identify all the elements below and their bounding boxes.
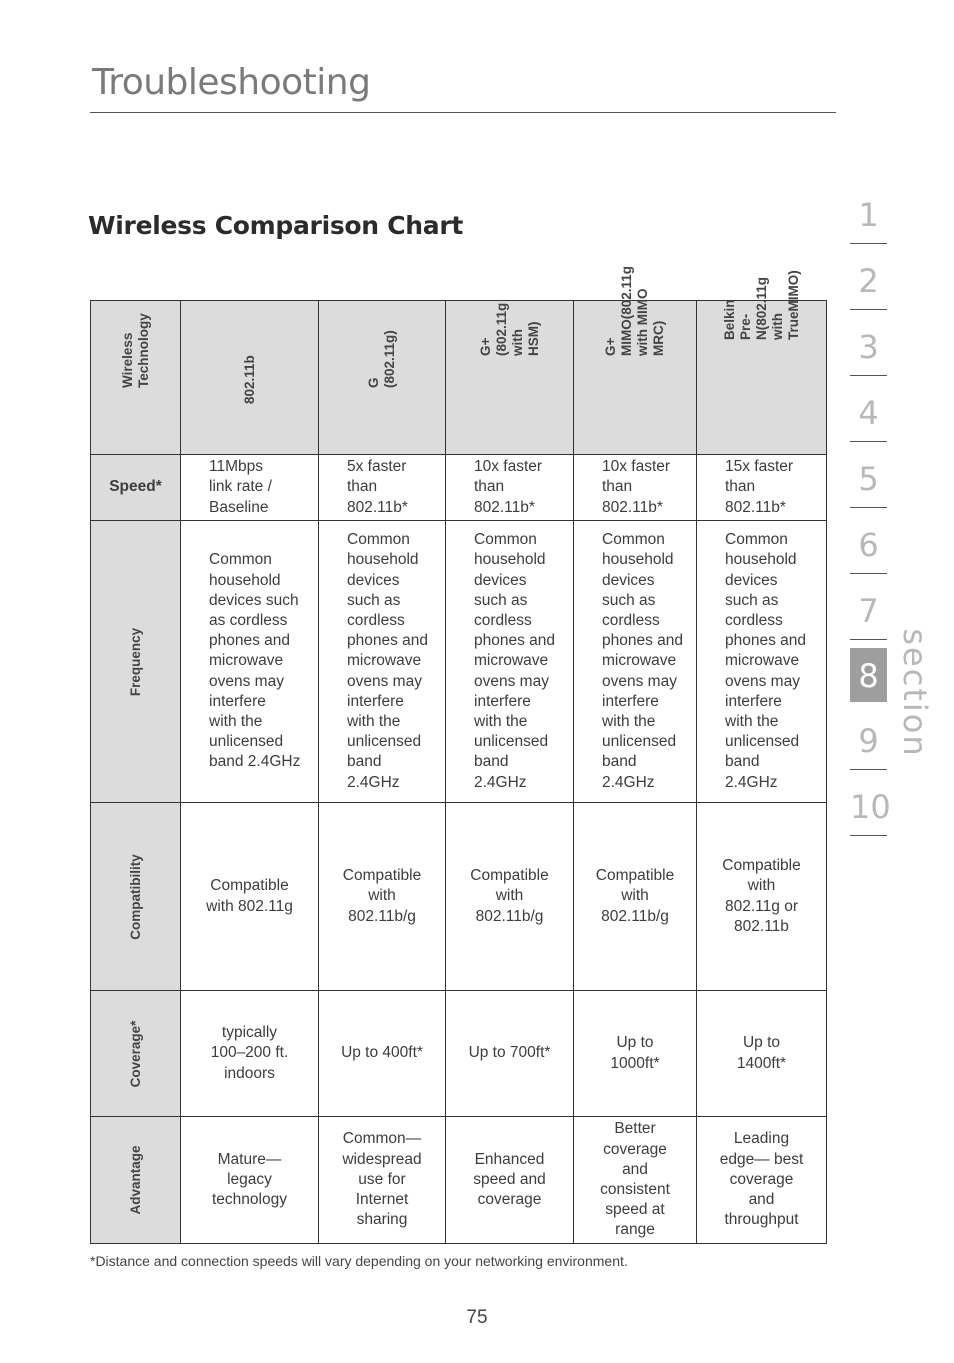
- section-label: [895, 628, 935, 758]
- table-cell: Up to 1400ft*: [697, 991, 827, 1117]
- section-nav-item-9[interactable]: [850, 706, 887, 770]
- chart-heading: Wireless Comparison Chart: [88, 211, 464, 240]
- section-nav: [850, 180, 891, 838]
- table-row: [91, 521, 827, 803]
- column-header-text: 802.11b: [241, 355, 257, 404]
- table-cell: Compatible with 802.11g: [181, 803, 319, 991]
- row-header: [91, 1117, 181, 1244]
- table-cell: 11Mbps link rate / Baseline: [181, 455, 319, 521]
- table-cell: Compatible with 802.11g or 802.11b: [697, 803, 827, 991]
- table-cell: Common household devices such as cordless phones and microwave ovens may interfere with the unlicensed band 2.4GHz: [181, 521, 319, 803]
- column-header-text: G+ MIMO(802.11g with MIMO MRC): [603, 265, 666, 356]
- comparison-table: [90, 265, 827, 1244]
- column-header-text: G+ (802.11g with HSM): [477, 302, 541, 356]
- table-row: [91, 991, 827, 1117]
- table-cell: 10x faster than 802.11b*: [446, 455, 574, 521]
- table-cell: Up to 700ft*: [446, 991, 574, 1117]
- page-header-title: Troubleshooting: [92, 62, 371, 103]
- table-cell: typically 100–200 ft. indoors: [181, 991, 319, 1117]
- section-nav-item-5[interactable]: [850, 444, 887, 508]
- table-cell: Up to 400ft*: [319, 991, 446, 1117]
- section-number: 10: [850, 788, 891, 826]
- footnote: *Distance and connection speeds will vary depending on your networking environment.: [90, 1253, 628, 1269]
- row-header-text: Frequency: [127, 627, 143, 696]
- section-nav-item-2[interactable]: [850, 246, 887, 310]
- section-number: 7: [858, 592, 879, 630]
- row-header-text: Advantage: [127, 1145, 143, 1215]
- section-nav-item-3[interactable]: [850, 312, 887, 376]
- column-header: [319, 301, 446, 455]
- column-header-text: G (802.11g): [366, 330, 397, 388]
- section-number: 5: [858, 460, 879, 498]
- table-cell: 15x faster than 802.11b*: [697, 455, 827, 521]
- table-row: [91, 803, 827, 991]
- section-number: 6: [858, 526, 879, 564]
- section-nav-item-10[interactable]: [850, 772, 891, 836]
- column-header-text: Belkin Pre- N(802.11g with TrueMIMO): [721, 270, 801, 340]
- section-nav-item-1[interactable]: [850, 180, 887, 244]
- row-header: [91, 991, 181, 1117]
- section-label-text: section: [896, 628, 934, 758]
- table-cell: 5x faster than 802.11b*: [319, 455, 446, 521]
- table-cell: Compatible with 802.11b/g: [319, 803, 446, 991]
- section-nav-item-8-active[interactable]: [850, 648, 887, 702]
- table-cell: Up to 1000ft*: [574, 991, 697, 1117]
- table-row: [91, 455, 827, 521]
- section-number: 3: [858, 328, 879, 366]
- row-header: [91, 803, 181, 991]
- page-number: 75: [466, 1307, 488, 1328]
- table-cell: Mature— legacy technology: [181, 1117, 319, 1244]
- column-header-text: Wireless Technology: [119, 313, 151, 388]
- table-cell: Common household devices such as cordless phones and microwave ovens may interfere with the unlicensed band 2.4GHz: [697, 521, 827, 803]
- table-cell: Compatible with 802.11b/g: [446, 803, 574, 991]
- section-nav-item-4[interactable]: [850, 378, 887, 442]
- section-number: 8: [858, 657, 879, 695]
- table-cell: Compatible with 802.11b/g: [574, 803, 697, 991]
- table-cell: Enhanced speed and coverage: [446, 1117, 574, 1244]
- row-header: Speed*: [91, 455, 181, 521]
- section-number: 9: [858, 722, 879, 760]
- table-cell: Common household devices such as cordless phones and microwave ovens may interfere with the unlicensed band 2.4GHz: [319, 521, 446, 803]
- row-header-text: Coverage*: [127, 1020, 143, 1087]
- table-cell: 10x faster than 802.11b*: [574, 455, 697, 521]
- column-header: [181, 301, 319, 455]
- column-header: [697, 270, 827, 455]
- table-cell: Leading edge— best coverage and throughput: [697, 1117, 827, 1244]
- table-cell: Common— widespread use for Internet sharing: [319, 1117, 446, 1244]
- section-number: 2: [858, 262, 879, 300]
- row-header: [91, 521, 181, 803]
- column-header: [574, 265, 697, 455]
- row-header-text: Compatibility: [127, 853, 143, 940]
- table-row: [91, 1117, 827, 1244]
- table-cell: Common household devices such as cordless phones and microwave ovens may interfere with the unlicensed band 2.4GHz: [574, 521, 697, 803]
- header-divider: [90, 112, 836, 113]
- column-header: [446, 301, 574, 455]
- section-number: 4: [858, 394, 879, 432]
- section-nav-item-7[interactable]: [850, 576, 887, 640]
- corner-header: [91, 301, 181, 455]
- table-cell: Better coverage and consistent speed at range: [574, 1117, 697, 1244]
- table-cell: Common household devices such as cordless phones and microwave ovens may interfere with the unlicensed band 2.4GHz: [446, 521, 574, 803]
- section-nav-item-6[interactable]: [850, 510, 887, 574]
- section-number: 1: [858, 196, 879, 234]
- table-header-row: [91, 301, 827, 455]
